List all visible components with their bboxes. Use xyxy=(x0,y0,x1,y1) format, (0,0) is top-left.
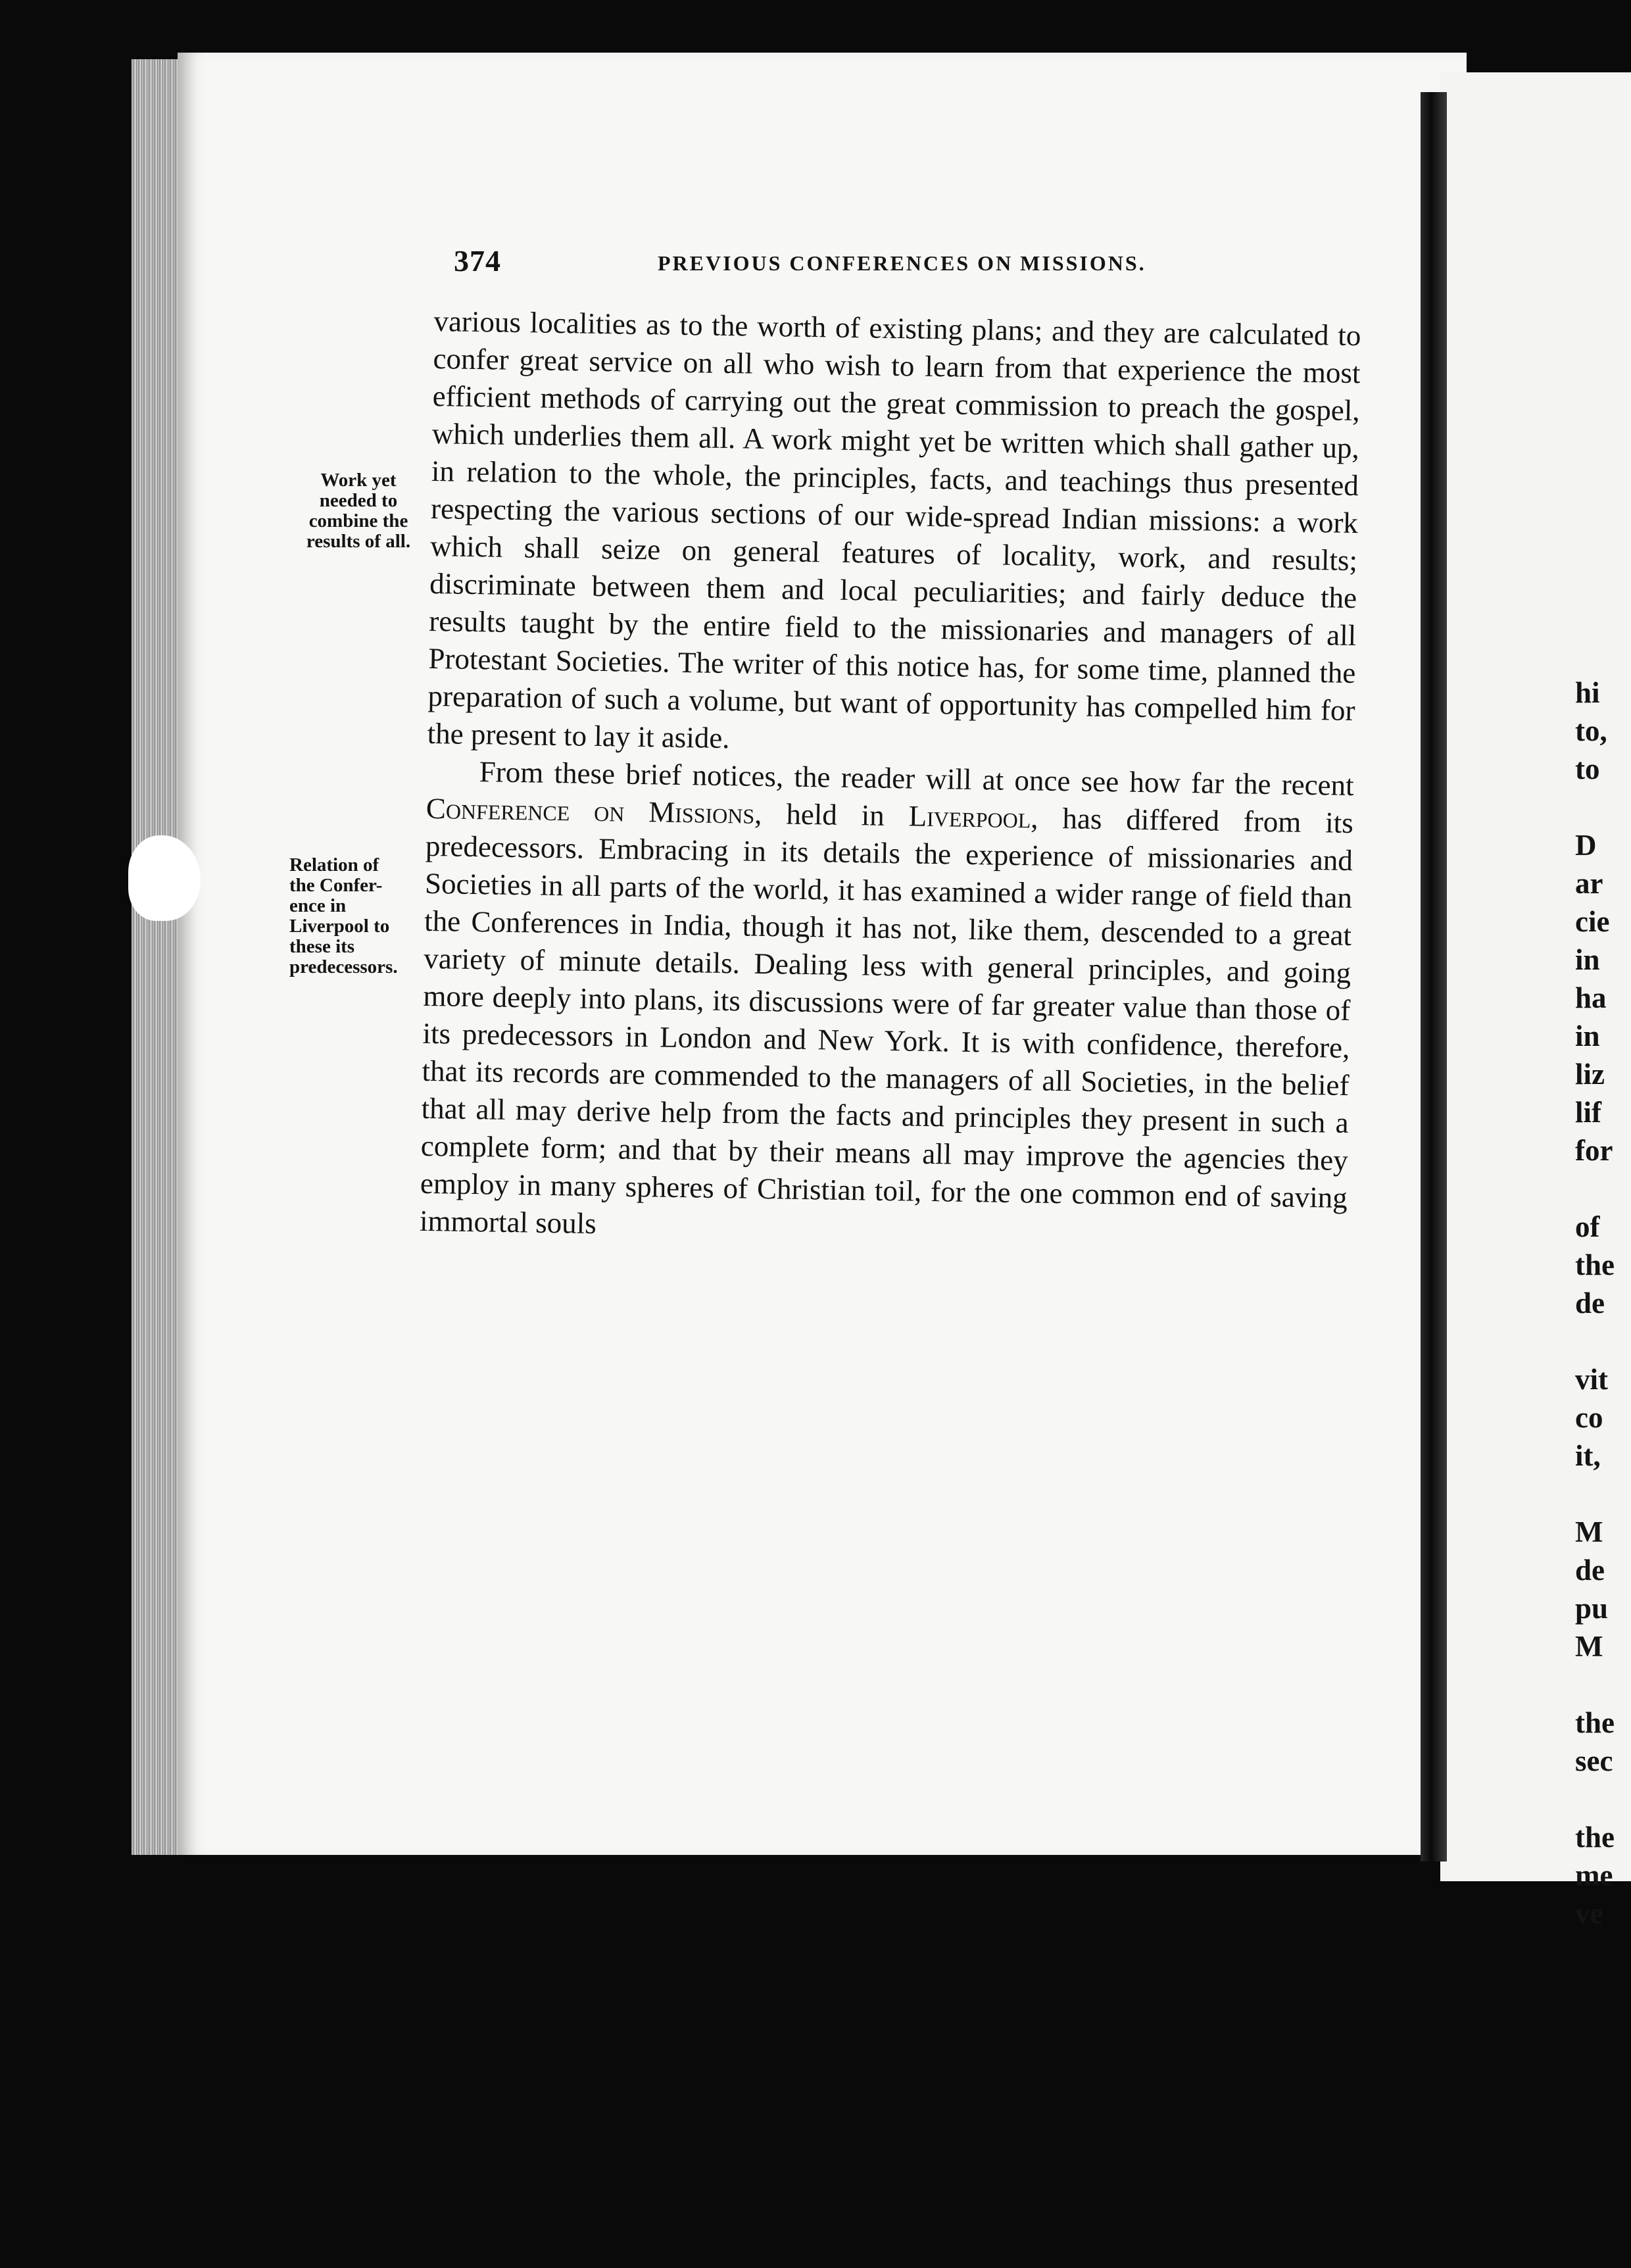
right-page-fragment: the xyxy=(1575,1706,1615,1739)
right-page-fragment: co xyxy=(1575,1401,1603,1434)
right-page-fragment xyxy=(1575,1323,1631,1361)
right-page-fragment: liz xyxy=(1575,1058,1605,1091)
page-number: 374 xyxy=(454,244,501,278)
right-page-fragment: de xyxy=(1575,1287,1605,1319)
right-page-fragment: M xyxy=(1575,1516,1603,1548)
right-page-fragment xyxy=(1575,1666,1631,1704)
right-page-fragment: sec xyxy=(1575,1744,1613,1777)
right-page-fragment: ar xyxy=(1575,867,1603,900)
paragraph-2-place-name: Liverpool xyxy=(908,799,1031,835)
right-page-fragment: to, xyxy=(1575,714,1607,747)
right-page-fragment: ha xyxy=(1575,981,1607,1014)
right-page-text-fragments xyxy=(1575,674,1631,1933)
book-gutter xyxy=(1421,92,1447,1861)
paragraph-2-text-a: From these brief notices, the reader will at once see how far the recent xyxy=(479,755,1355,802)
paragraph-2-text-c: , has differed from its predecessors. Embracing in its details the experience of missionaries and Societies in all parts of the world, it has examined a wider range of field than the Conferences in India, though it has not, like them, descended to a great variety of minute details. Dealing less with general principles, and going more deeply into plans, its discussions were of far greater value than those of its predecessors in London and New York. It is with confidence, therefore, that its records are commended to the managers of all Societies, in the belief that all may derive help from the facts and principles they present in such a complete form; and that by their means all may improve the agencies they employ in many spheres of Christian toil, for the one common end of saving immortal souls xyxy=(419,801,1354,1241)
right-page-fragment: de xyxy=(1575,1554,1605,1587)
right-page-fragment xyxy=(1575,789,1631,827)
right-page-fragment: the xyxy=(1575,1821,1615,1854)
right-page-fragment xyxy=(1575,1170,1631,1208)
paper-damage-spot xyxy=(128,835,201,921)
right-page-fragment xyxy=(1575,1475,1631,1514)
right-page-fragment: ve xyxy=(1575,1897,1603,1930)
right-page-fragment: cie xyxy=(1575,905,1610,938)
right-page-fragment: hi xyxy=(1575,676,1600,709)
paragraph-2 xyxy=(420,752,1354,1254)
right-page-fragment: lif xyxy=(1575,1096,1601,1129)
paragraph-2-conference-name: Conference on Missions xyxy=(426,791,755,830)
marginal-note-relation-of-conference: Relation of the Confer- ence in Liverpool to these its predecessors. xyxy=(289,854,398,977)
paragraph-2-text-b: , held in xyxy=(754,797,910,833)
right-page-fragment: of xyxy=(1575,1210,1600,1243)
right-page-fragment: to xyxy=(1575,752,1600,785)
marginal-note-work-yet-needed: Work yet needed to combine the results of all. xyxy=(306,470,411,552)
right-page-fragment xyxy=(1575,1781,1631,1819)
right-page-fragment: in xyxy=(1575,943,1600,976)
right-page-fragment: in xyxy=(1575,1020,1600,1052)
right-page-fragment: the xyxy=(1575,1248,1615,1281)
paragraph-1: various localities as to the worth of existing plans; and they are calculated to confer great service on all who wish to learn from that experience the most efficient methods of carrying out the great commission to preach the gospel, which underlies them all. A work might yet be written which shall gather up, in relation to the whole, the principles, facts, and teachings thus presented respecting the various sections of our wide-spread Indian missions: a work which shall seize on general features of locality, work, and results; discriminate between them and local peculiarities; and fairly deduce the results taught by the entire field to the missionaries and managers of all Protestant Societies. The writer of this notice has, for some time, planned the preparation of such a volume, but want of opportunity has compelled him for the present to lay it aside. xyxy=(427,304,1361,755)
right-page-fragment: me xyxy=(1575,1859,1613,1892)
right-page-fragment: M xyxy=(1575,1630,1603,1663)
running-head xyxy=(454,243,1177,283)
right-page-fragment: vit xyxy=(1575,1363,1608,1396)
running-head-title: PREVIOUS CONFERENCES ON MISSIONS. xyxy=(658,251,1146,275)
right-page-fragment: D xyxy=(1575,829,1597,862)
body-text xyxy=(420,303,1361,1254)
right-page-fragment: it, xyxy=(1575,1439,1601,1472)
page-edge-stack xyxy=(132,59,184,1855)
right-page-fragment: for xyxy=(1575,1134,1613,1167)
right-page-fragment: pu xyxy=(1575,1592,1609,1625)
